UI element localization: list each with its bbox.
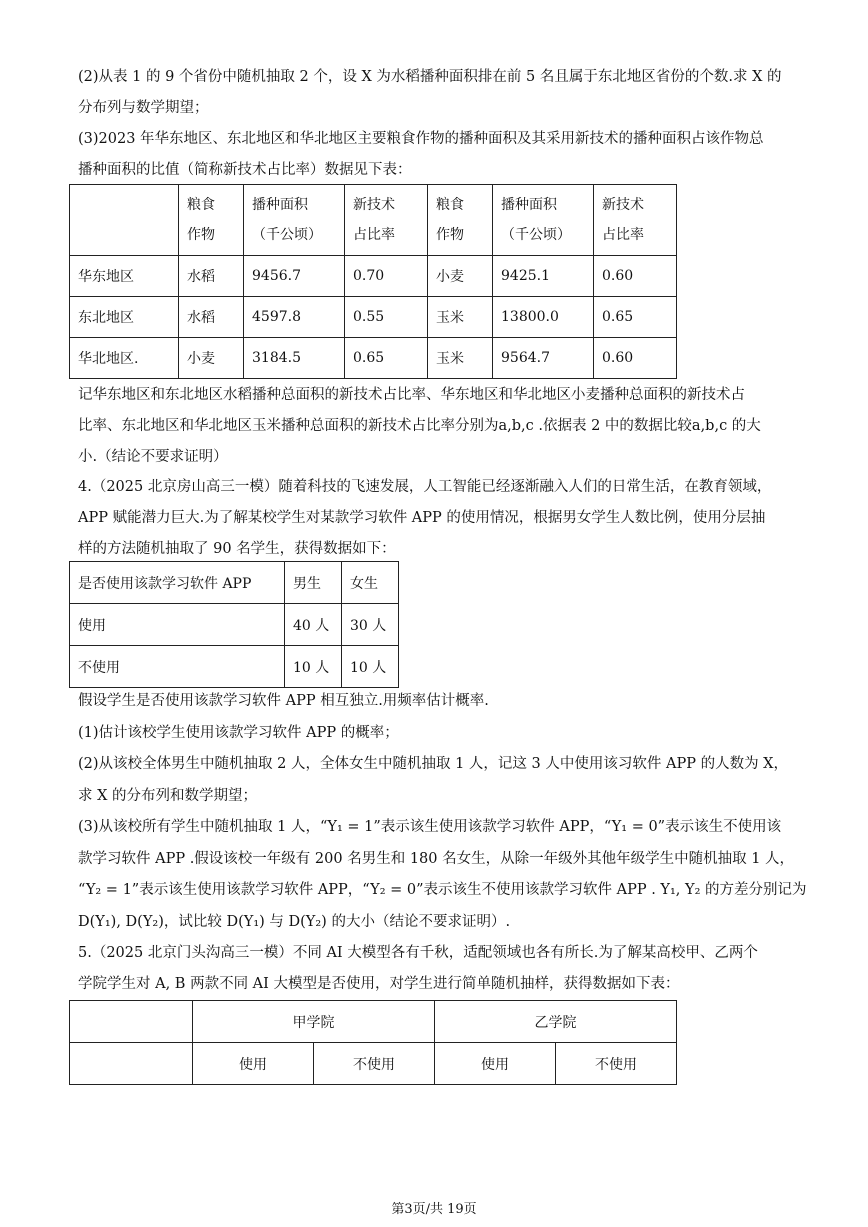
table-cell: 粮食 作物 <box>179 185 244 256</box>
table-cell: 使用 <box>435 1043 556 1085</box>
table-cell: 不使用 <box>556 1043 677 1085</box>
table-header-row <box>70 562 399 604</box>
table-row <box>70 604 399 646</box>
crop-area-table <box>69 184 677 379</box>
table-cell: 使用 <box>70 604 285 646</box>
table-cell: 东北地区 <box>70 297 179 338</box>
table-cell <box>70 1043 193 1085</box>
table-cell: 水稻 <box>179 256 244 297</box>
table-row <box>70 338 677 379</box>
table-header-row <box>70 1001 677 1043</box>
q3-part3: (3)2023 年华东地区、东北地区和华北地区主要粮食作物的播种面积及其采用新技术的播种面积占该作物总 播种面积的比值（简称新技术占比率）数据见下表： <box>78 131 764 178</box>
table-cell: 播种面积 （千公顷） <box>244 185 345 256</box>
table-cell: 0.60 <box>594 338 677 379</box>
table-row <box>70 646 399 688</box>
ai-model-table <box>69 1000 677 1085</box>
table-cell <box>70 185 179 256</box>
q3-part3-after: 记华东地区和东北地区水稻播种总面积的新技术占比率、华东地区和华北地区小麦播种总面积的新技术占 比率、东北地区和华北地区玉米播种总面积的新技术占比率分别为a,b,c .依据表 2 中的数据比较a,b,c 的大 小.（结论不要求证明） <box>78 387 761 465</box>
table-cell: 播种面积 （千公顷） <box>493 185 594 256</box>
table-cell: 新技术 占比率 <box>345 185 428 256</box>
table-cell: 0.60 <box>594 256 677 297</box>
table-row <box>70 256 677 297</box>
table-cell: 小麦 <box>179 338 244 379</box>
table-cell: 10 人 <box>285 646 342 688</box>
table-cell: 新技术 占比率 <box>594 185 677 256</box>
page-footer: 第3页/共 19页 <box>391 1202 477 1217</box>
table-cell: 华东地区 <box>70 256 179 297</box>
table-cell: 女生 <box>342 562 399 604</box>
table-cell: 0.65 <box>345 338 428 379</box>
table-cell: 0.70 <box>345 256 428 297</box>
q4-body: 假设学生是否使用该款学习软件 APP 相互独立.用频率估计概率. (1)估计该校学生使用该款学习软件 APP 的概率； (2)从该校全体男生中随机抽取 2 人，全体女生中随机抽取 1 人，记这 3 人中使用该习软件 APP 的人数为 X， 求 X 的分布列和数学期望； (3)从该校所有学生中随机抽取 1 人，“Y₁ = 1”表示该生使用该款学习软件 APP，“Y₁ = 0”表示该生不使用该 款学习软件 APP .假设该校一年级有 200 名男生和 180 名女生，从除一年级外其他年级学生中随机抽取 1 人， “Y₂ = 1”表示该生使用该款学习软件 APP，“Y₂ = 0”表示该生不使用该款学习软件 APP . Y₁, Y₂ 的方差分别记为 D(Y₁), D(Y₂)，试比较 D(Y₁) 与 D(Y₂) 的大小（结论不要求证明）. <box>78 693 807 930</box>
table-cell: 0.65 <box>594 297 677 338</box>
table-cell: 粮食 作物 <box>428 185 493 256</box>
table-cell: 9564.7 <box>493 338 594 379</box>
table-row <box>70 1043 677 1085</box>
table-cell <box>70 1001 193 1043</box>
table-cell: 甲学院 <box>193 1001 435 1043</box>
table-cell: 乙学院 <box>435 1001 677 1043</box>
table-cell: 玉米 <box>428 338 493 379</box>
table-cell: 4597.8 <box>244 297 345 338</box>
table-cell: 男生 <box>285 562 342 604</box>
table-cell: 华北地区. <box>70 338 179 379</box>
table-cell: 是否使用该款学习软件 APP <box>70 562 285 604</box>
app-usage-table <box>69 561 399 688</box>
q4-intro: 4.（2025 北京房山高三一模）随着科技的飞速发展，人工智能已经逐渐融入人们的日常生活，在教育领域， APP 赋能潜力巨大.为了解某校学生对某款学习软件 APP 的使用情况，根据男女学生人数比例，使用分层抽 样的方法随机抽取了 90 名学生，获得数据如下： <box>78 479 772 557</box>
table-cell: 10 人 <box>342 646 399 688</box>
table-row <box>70 297 677 338</box>
table-cell: 13800.0 <box>493 297 594 338</box>
table-cell: 3184.5 <box>244 338 345 379</box>
q3-part2: (2)从表 1 的 9 个省份中随机抽取 2 个，设 X 为水稻播种面积排在前 5 名且属于东北地区省份的个数.求 X 的 分布列与数学期望； <box>78 69 782 116</box>
table-cell: 不使用 <box>70 646 285 688</box>
table-cell: 0.55 <box>345 297 428 338</box>
table-cell: 玉米 <box>428 297 493 338</box>
table-cell: 40 人 <box>285 604 342 646</box>
table-cell: 30 人 <box>342 604 399 646</box>
table-cell: 9425.1 <box>493 256 594 297</box>
q5-intro: 5.（2025 北京门头沟高三一模）不同 AI 大模型各有千秋，适配领域也各有所长.为了解某高校甲、乙两个 学院学生对 A, B 两款不同 AI 大模型是否使用，对学生进行简单随机抽样，获得数据如下表： <box>78 945 758 992</box>
table-cell: 小麦 <box>428 256 493 297</box>
table-cell: 9456.7 <box>244 256 345 297</box>
table-cell: 使用 <box>193 1043 314 1085</box>
table-header-row <box>70 185 677 256</box>
table-cell: 水稻 <box>179 297 244 338</box>
table-cell: 不使用 <box>314 1043 435 1085</box>
